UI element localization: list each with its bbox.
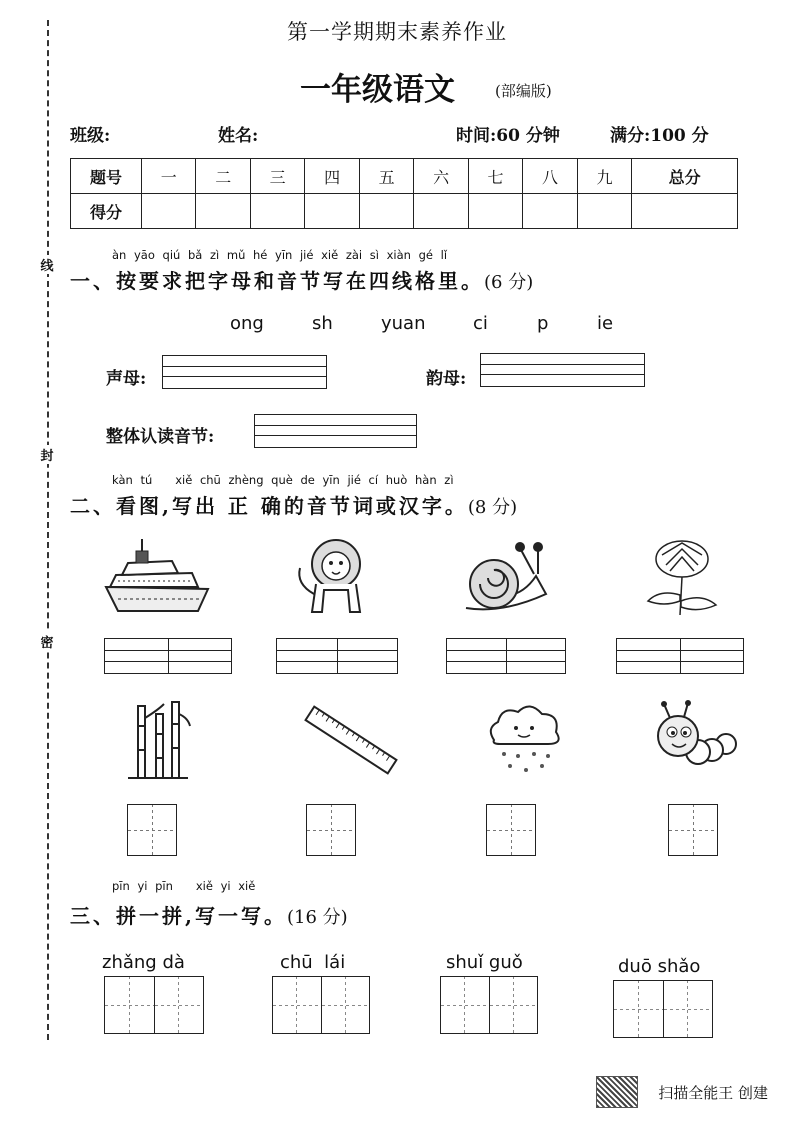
q3-title-text: 三、拼一拼,写一写。 xyxy=(70,904,287,928)
edition-label: (部编版) xyxy=(495,82,552,100)
chrysanthemum-image xyxy=(640,535,724,619)
score-cell[interactable] xyxy=(632,194,738,229)
letter-item: ie xyxy=(597,313,614,334)
col-7: 七 xyxy=(468,159,522,194)
writing-cell[interactable] xyxy=(105,977,154,1033)
writing-cell[interactable] xyxy=(614,981,663,1037)
score-cell[interactable] xyxy=(250,194,304,229)
ship-image xyxy=(102,537,212,617)
score-cell[interactable] xyxy=(142,194,196,229)
exam-subtitle: 第一学期期末素养作业 xyxy=(287,20,507,44)
col-3: 三 xyxy=(250,159,304,194)
score-label: 得分 xyxy=(71,194,142,229)
score-table-score-row xyxy=(71,194,738,229)
q1-title-text: 一、按要求把字母和音节写在四线格里。 xyxy=(70,269,484,293)
q1-points: (6 分) xyxy=(484,272,534,293)
letter-item: ong xyxy=(230,313,264,334)
letter-item: yuan xyxy=(381,313,426,334)
snail-image xyxy=(462,538,552,618)
full-score-label: 满分:100 分 xyxy=(610,126,709,146)
class-label: 班级: xyxy=(70,126,111,146)
initials-label: 声母: xyxy=(106,369,147,389)
whole-syllable-writing-grid[interactable] xyxy=(254,414,417,448)
writing-cell[interactable] xyxy=(273,977,321,1033)
word-writing-box[interactable] xyxy=(440,976,538,1034)
score-cell[interactable] xyxy=(196,194,250,229)
letter-item: p xyxy=(537,313,549,334)
col-1: 一 xyxy=(142,159,196,194)
question-number-label: 题号 xyxy=(71,159,142,194)
time-label: 时间:60 分钟 xyxy=(456,126,560,146)
writing-cell[interactable] xyxy=(489,977,538,1033)
q3-points: (16 分) xyxy=(286,907,348,928)
col-2: 二 xyxy=(196,159,250,194)
writing-cell[interactable] xyxy=(321,977,370,1033)
rain-cloud-image xyxy=(484,700,566,778)
writing-cell[interactable] xyxy=(154,977,204,1033)
col-6: 六 xyxy=(414,159,468,194)
q2-pinyin: kàn tú xiě chū zhèng què de yīn jié cí huò hàn zì xyxy=(112,473,454,487)
score-cell[interactable] xyxy=(523,194,577,229)
pinyin-answer-grid[interactable] xyxy=(276,638,398,674)
col-9: 九 xyxy=(577,159,631,194)
ruler-image xyxy=(300,700,402,780)
finals-label: 韵母: xyxy=(426,369,467,389)
qr-code-icon xyxy=(596,1076,638,1108)
bamboo-image xyxy=(124,700,192,780)
pinyin-answer-grid[interactable] xyxy=(616,638,744,674)
margin-char-feng: 封 xyxy=(36,445,58,464)
lion-image xyxy=(288,534,372,618)
word-writing-box[interactable] xyxy=(104,976,204,1034)
pinyin-answer-grid[interactable] xyxy=(104,638,232,674)
whole-syllable-label: 整体认读音节: xyxy=(106,427,215,447)
binding-dashed-line xyxy=(47,20,49,1040)
q2-points: (8 分) xyxy=(467,497,518,518)
initials-writing-grid[interactable] xyxy=(162,355,327,389)
score-cell[interactable] xyxy=(577,194,631,229)
score-table xyxy=(70,158,738,229)
col-4: 四 xyxy=(305,159,359,194)
finals-writing-grid[interactable] xyxy=(480,353,645,387)
score-cell[interactable] xyxy=(468,194,522,229)
character-writing-box[interactable] xyxy=(127,804,177,856)
writing-cell[interactable] xyxy=(663,981,713,1037)
q2-title xyxy=(70,490,517,519)
score-cell[interactable] xyxy=(414,194,468,229)
letter-item: sh xyxy=(312,313,333,334)
col-total: 总分 xyxy=(632,159,738,194)
name-label: 姓名: xyxy=(218,126,259,146)
q3-word-pinyin: chū lái xyxy=(280,952,346,973)
q3-word-pinyin: shuǐ guǒ xyxy=(446,952,523,973)
q1-pinyin: àn yāo qiú bǎ zì mǔ hé yīn jié xiě zài sì xiàn gé lǐ xyxy=(112,248,448,262)
q3-title xyxy=(70,900,348,929)
character-writing-box[interactable] xyxy=(306,804,356,856)
q3-pinyin: pīn yi pīn xiě yi xiě xyxy=(112,879,256,893)
q3-word-pinyin: zhǎng dà xyxy=(102,952,185,973)
exam-title: 一年级语文 xyxy=(300,72,455,108)
writing-cell[interactable] xyxy=(441,977,489,1033)
character-writing-box[interactable] xyxy=(668,804,718,856)
margin-char-xian: 线 xyxy=(36,255,58,274)
word-writing-box[interactable] xyxy=(613,980,713,1038)
score-table-header-row xyxy=(71,159,738,194)
caterpillar-image xyxy=(652,700,742,780)
score-cell[interactable] xyxy=(305,194,359,229)
q1-title xyxy=(70,265,533,294)
q2-title-text: 二、看图,写出 正 确的音节词或汉字。 xyxy=(70,494,468,518)
word-writing-box[interactable] xyxy=(272,976,370,1034)
q3-word-pinyin: duō shǎo xyxy=(618,956,701,977)
pinyin-answer-grid[interactable] xyxy=(446,638,566,674)
scanner-watermark: 扫描全能王 创建 xyxy=(658,1084,768,1102)
score-cell[interactable] xyxy=(359,194,413,229)
letter-item: ci xyxy=(473,313,488,334)
col-8: 八 xyxy=(523,159,577,194)
margin-char-mi: 密 xyxy=(36,632,58,651)
col-5: 五 xyxy=(359,159,413,194)
character-writing-box[interactable] xyxy=(486,804,536,856)
